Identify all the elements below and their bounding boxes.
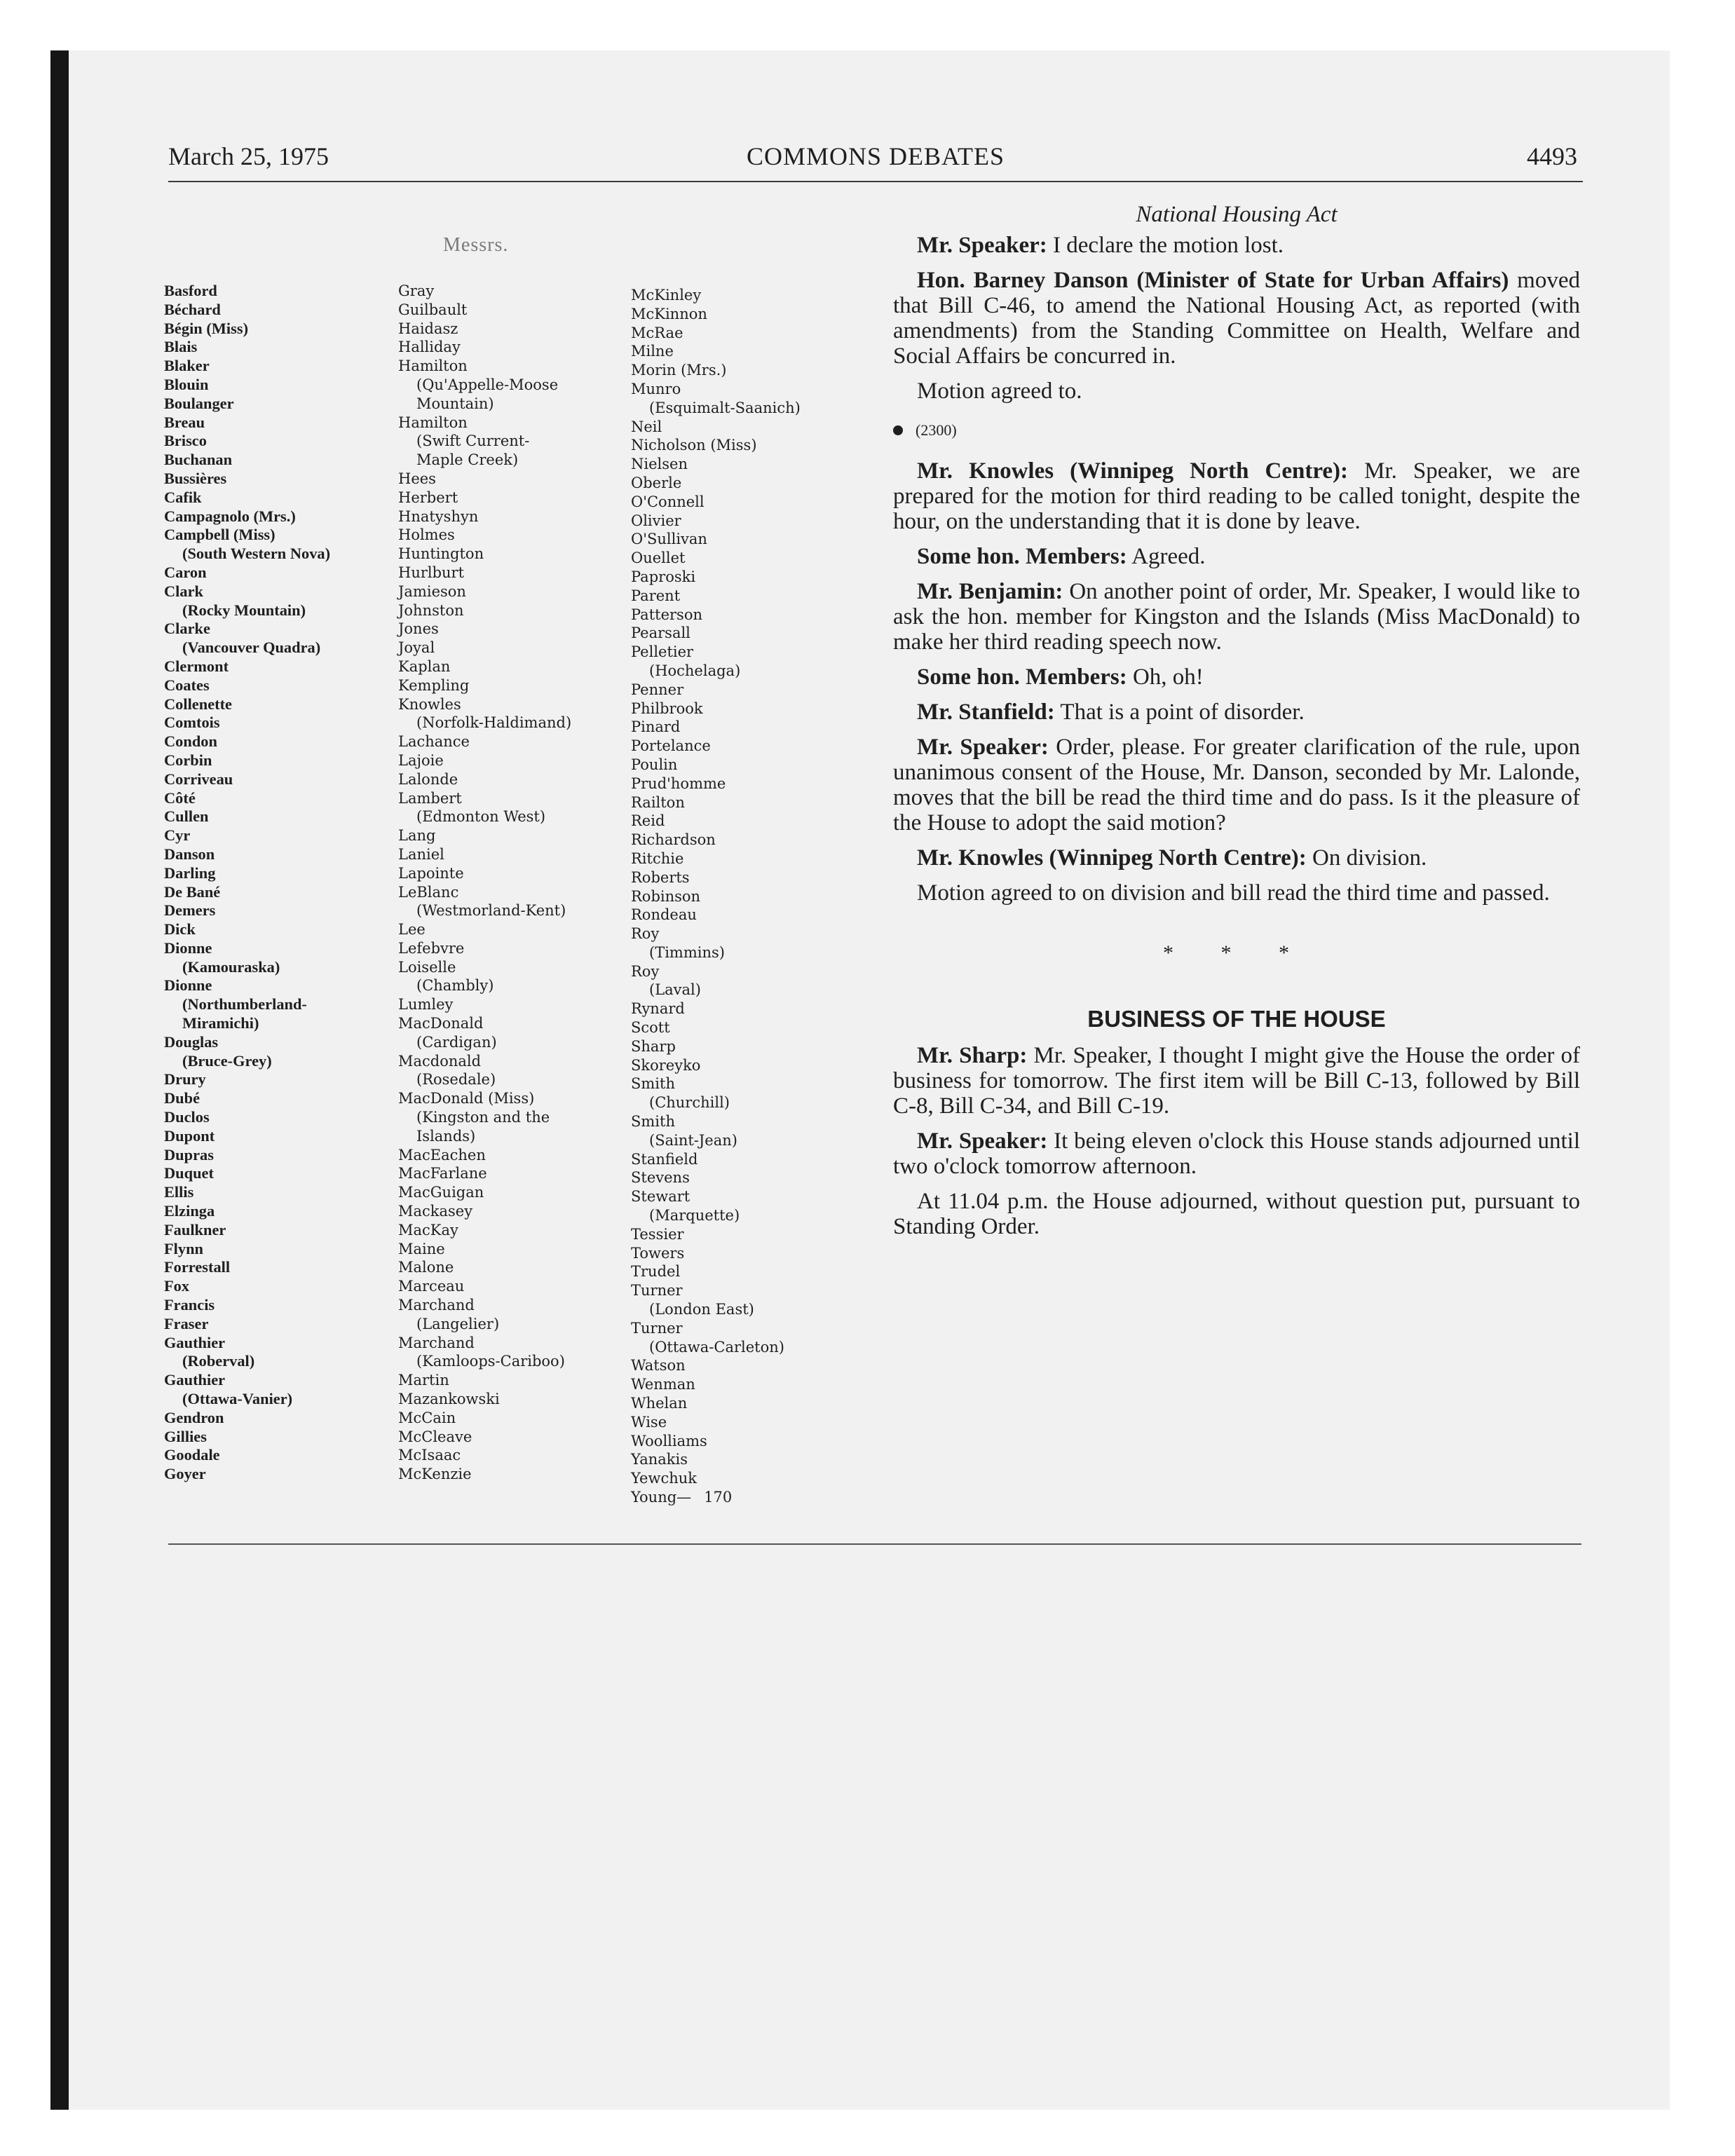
member-name: Richardson xyxy=(631,831,716,849)
section-heading: BUSINESS OF THE HOUSE xyxy=(1087,1006,1386,1032)
speech-text: I declare the motion lost. xyxy=(1047,233,1284,258)
member-name: MacDonald xyxy=(398,1015,484,1032)
time-marker-text: (2300) xyxy=(916,421,957,439)
member-name: Lajoie xyxy=(398,751,444,769)
member-name: (Kingston and the xyxy=(416,1109,550,1126)
member-name: Lapointe xyxy=(398,864,464,882)
member-name: Sharp xyxy=(631,1037,676,1055)
member-name: Dick xyxy=(164,920,196,939)
member-name: Loiselle xyxy=(398,958,456,976)
member-name: Clark xyxy=(164,582,203,600)
header-date: March 25, 1975 xyxy=(168,142,329,170)
vote-list-column-2 xyxy=(398,282,630,1484)
member-name: Yewchuk xyxy=(631,1470,697,1487)
member-name: Milne xyxy=(631,343,674,360)
proceedings-column xyxy=(893,202,1580,1249)
member-name: Goodale xyxy=(164,1446,220,1464)
member-name: Roberts xyxy=(631,868,690,886)
member-name: Poulin xyxy=(631,756,678,773)
member-name: Islands) xyxy=(416,1127,476,1145)
speech-text: Motion agreed to on division and bill read the third time and passed. xyxy=(917,880,1550,906)
member-name: Macdonald xyxy=(398,1052,482,1070)
speaker-name: Some hon. Members: xyxy=(917,544,1127,569)
member-name: Bussières xyxy=(164,469,227,487)
member-name: LeBlanc xyxy=(398,883,459,901)
member-name: (Norfolk-Haldimand) xyxy=(416,714,572,732)
speaker-name: Mr. Speaker: xyxy=(917,735,1049,760)
member-name: Forrestall xyxy=(164,1258,231,1276)
speech-text: On another point of order, Mr. Speaker, I would like to ask the hon. member for Kingston and the Islands (Miss MacDonald) to make her third reading speech now. xyxy=(893,579,1581,655)
member-name: Watson xyxy=(631,1357,686,1374)
member-name: Martin xyxy=(398,1372,449,1389)
member-name: Huntington xyxy=(398,545,484,563)
member-name: Flynn xyxy=(164,1239,203,1257)
section-separator: * * * xyxy=(1163,941,1310,964)
member-name: MacDonald (Miss) xyxy=(398,1090,535,1107)
member-name: Hamilton xyxy=(398,414,468,431)
member-name: (Langelier) xyxy=(416,1315,500,1332)
member-name: Herbert xyxy=(398,489,458,506)
member-name: Johnston xyxy=(398,601,464,619)
speech-text: At 11.04 p.m. the House adjourned, without question put, pursuant to Standing Order. xyxy=(893,1189,1580,1239)
member-name: McKinley xyxy=(631,287,702,303)
debate-paragraph xyxy=(893,1189,1580,1239)
debate-paragraph xyxy=(893,880,1580,906)
member-name: Gauthier xyxy=(164,1333,226,1351)
member-name: Morin (Mrs.) xyxy=(631,362,727,379)
member-name: Coates xyxy=(164,676,210,694)
running-head: National Housing Act xyxy=(1136,202,1338,227)
header-title: COMMONS DEBATES xyxy=(746,142,1005,170)
member-name: Gillies xyxy=(164,1427,207,1445)
member-name: Dionne xyxy=(164,939,212,957)
member-name: Olivier xyxy=(631,512,681,529)
member-name: Neil xyxy=(631,418,662,435)
member-name: Cafik xyxy=(164,488,202,506)
member-name: (Rocky Mountain) xyxy=(182,601,306,619)
member-name: (Saint-Jean) xyxy=(649,1131,737,1149)
member-name: Campbell (Miss) xyxy=(164,526,275,544)
member-name: Gray xyxy=(398,282,435,299)
member-name: Kaplan xyxy=(398,657,451,675)
speaker-name: Mr. Speaker: xyxy=(917,1128,1048,1154)
member-name: Guilbault xyxy=(398,301,468,318)
member-name: Lalonde xyxy=(398,770,458,788)
member-name: Turner xyxy=(631,1282,683,1299)
member-name: Roy xyxy=(631,925,660,943)
member-name: Lumley xyxy=(398,996,454,1014)
member-name: MacKay xyxy=(398,1221,458,1239)
member-name: Breau xyxy=(164,413,205,431)
member-name: MacFarlane xyxy=(398,1165,487,1182)
proceedings-body xyxy=(893,233,1580,1239)
member-name: (Roberval) xyxy=(182,1352,255,1370)
member-name: McRae xyxy=(631,324,683,341)
vote-list-column-1 xyxy=(164,282,395,1484)
member-name: Darling xyxy=(164,864,216,882)
page-header xyxy=(168,142,1583,182)
member-name: (Northumberland- xyxy=(182,995,307,1014)
debate-paragraph xyxy=(893,700,1580,725)
member-name: McCleave xyxy=(398,1428,472,1445)
member-name: Lachance xyxy=(398,733,470,751)
member-name: Maple Creek) xyxy=(416,451,519,469)
member-name: McKenzie xyxy=(398,1466,472,1483)
member-name: Collenette xyxy=(164,695,232,713)
member-name: Côté xyxy=(164,789,196,807)
member-name: Lefebvre xyxy=(398,939,465,957)
member-name: (South Western Nova) xyxy=(182,545,331,563)
member-name: Parent xyxy=(631,587,681,604)
member-name: Gauthier xyxy=(164,1371,226,1389)
speech-text: Mr. Speaker, we are prepared for the motion for third reading to be called tonight, despite the hour, on the understanding that it is done by leave. xyxy=(893,458,1581,534)
member-name: (Edmonton West) xyxy=(416,808,546,826)
member-name: Rondeau xyxy=(631,906,697,924)
member-name: Munro xyxy=(631,380,681,397)
member-name: Laniel xyxy=(398,845,444,863)
member-name: (Westmorland-Kent) xyxy=(416,902,566,920)
speech-text: That is a point of disorder. xyxy=(1054,700,1305,725)
debate-paragraph xyxy=(893,579,1580,655)
member-name: (Swift Current- xyxy=(416,432,530,450)
member-name: Joyal xyxy=(398,639,435,657)
speech-text: Motion agreed to. xyxy=(917,378,1082,404)
debate-paragraph xyxy=(893,378,1580,404)
member-name: Duquet xyxy=(164,1164,214,1182)
member-name: Demers xyxy=(164,901,216,920)
member-name: Lambert xyxy=(398,789,462,807)
member-name: Patterson xyxy=(631,606,702,623)
debate-paragraph xyxy=(893,1043,1580,1119)
member-name: (Hochelaga) xyxy=(649,662,741,679)
debate-paragraph xyxy=(893,1128,1580,1179)
member-name: Dionne xyxy=(164,976,212,995)
member-name: Holmes xyxy=(398,526,455,544)
member-name: Brisco xyxy=(164,432,207,450)
member-name: Yanakis xyxy=(631,1451,688,1468)
member-name: Duclos xyxy=(164,1108,210,1126)
member-name: Fox xyxy=(164,1277,190,1295)
member-name: Caron xyxy=(164,563,207,581)
member-name: Marchand xyxy=(398,1297,475,1314)
member-name: Basford xyxy=(164,282,217,299)
member-name: Haidasz xyxy=(398,320,458,337)
member-name: Ritchie xyxy=(631,850,684,867)
member-name: (Ottawa-Carleton) xyxy=(649,1338,784,1356)
speech-text: On division. xyxy=(1306,845,1427,871)
member-name: Clermont xyxy=(164,657,229,675)
member-name: Hnatyshyn xyxy=(398,507,479,525)
member-name: Blaker xyxy=(164,357,210,375)
speaker-name: Mr. Knowles (Winnipeg North Centre): xyxy=(917,845,1307,871)
member-name: Pelletier xyxy=(631,643,694,661)
member-name: Paproski xyxy=(631,568,696,585)
member-name: Rynard xyxy=(631,1000,685,1018)
member-name: Francis xyxy=(164,1296,215,1314)
member-name: McKinnon xyxy=(631,305,707,322)
member-name: Dupont xyxy=(164,1126,215,1145)
debate-paragraph xyxy=(893,458,1580,534)
debate-paragraph xyxy=(893,735,1580,835)
member-name: Oberle xyxy=(631,474,682,491)
member-name: Blouin xyxy=(164,375,209,393)
member-name: Lee xyxy=(398,921,426,939)
member-name: Knowles xyxy=(398,695,461,713)
footer-rule xyxy=(168,1543,1581,1545)
vote-list-column-3 xyxy=(631,282,862,1507)
member-name: Maine xyxy=(398,1240,445,1257)
member-name: Railton xyxy=(631,793,685,811)
member-name: Marceau xyxy=(398,1278,465,1295)
member-name: Douglas xyxy=(164,1032,219,1051)
debate-paragraph xyxy=(893,544,1580,569)
member-name: Nielsen xyxy=(631,456,688,473)
member-name: Wenman xyxy=(631,1376,695,1393)
bullet-icon xyxy=(893,425,903,435)
member-name: Mountain) xyxy=(416,395,494,412)
member-name: Mackasey xyxy=(398,1203,473,1220)
member-name: Ellis xyxy=(164,1183,194,1201)
member-name: Tessier xyxy=(631,1225,684,1243)
member-name: (Vancouver Quadra) xyxy=(182,639,321,657)
member-name: Hees xyxy=(398,470,436,487)
member-name: Campagnolo (Mrs.) xyxy=(164,507,296,525)
vote-list-heading: Messrs. xyxy=(443,234,509,256)
speech-text: Oh, oh! xyxy=(1127,664,1204,690)
member-name: Turner xyxy=(631,1319,683,1337)
member-name: Wise xyxy=(631,1413,667,1431)
member-name: Halliday xyxy=(398,339,461,356)
member-name: McIsaac xyxy=(398,1447,461,1464)
member-name: Blais xyxy=(164,338,198,356)
debate-paragraph xyxy=(893,664,1580,690)
member-name: Stevens xyxy=(631,1169,690,1187)
member-name: Portelance xyxy=(631,737,711,755)
member-name: Whelan xyxy=(631,1395,688,1412)
member-name: Dupras xyxy=(164,1145,214,1164)
member-name: MacGuigan xyxy=(398,1184,484,1201)
member-name: (Laval) xyxy=(649,981,701,999)
speech-text: It being eleven o'clock this House stands adjourned until two o'clock tomorrow afternoon. xyxy=(893,1128,1580,1179)
member-name: Comtois xyxy=(164,714,220,732)
speech-text: Order, please. For greater clarification of the rule, upon unanimous consent of the House, Mr. Danson, seconded by Mr. Lalonde, moves that the bill be read the third time and do pass. Is it the pleasure of the House to adopt the said motion? xyxy=(893,735,1580,835)
member-name: (Cardigan) xyxy=(416,1033,497,1051)
member-name: Fraser xyxy=(164,1314,209,1332)
member-name: Pearsall xyxy=(631,625,690,642)
scan-edge-shadow xyxy=(50,50,69,2110)
speech-text: moved that Bill C-46, to amend the National Housing Act, as reported (with amendments) from the Standing Committee on Health, Welfare and Social Affairs be concurred in. xyxy=(893,268,1580,369)
member-name: Malone xyxy=(398,1259,454,1276)
member-name: Gendron xyxy=(164,1408,224,1426)
member-name: Cullen xyxy=(164,807,209,826)
member-name: Bégin (Miss) xyxy=(164,319,249,337)
member-name: Dubé xyxy=(164,1089,200,1107)
member-name: Buchanan xyxy=(164,451,233,469)
member-name: Clarke xyxy=(164,620,210,638)
member-name: Faulkner xyxy=(164,1220,226,1239)
member-name: Hamilton xyxy=(398,357,468,375)
member-name: O'Connell xyxy=(631,493,705,510)
member-name: Kempling xyxy=(398,676,470,694)
debate-paragraph xyxy=(893,845,1580,871)
time-marker xyxy=(893,418,1580,443)
speech-text: Agreed. xyxy=(1127,544,1206,569)
member-name: De Bané xyxy=(164,882,221,901)
speaker-name: Mr. Stanfield: xyxy=(917,700,1055,725)
member-name: Stanfield xyxy=(631,1150,698,1168)
speech-text: Mr. Speaker, I thought I might give the House the order of business for tomorrow. The first item will be Bill C-13, followed by Bill C-8, Bill C-34, and Bill C-19. xyxy=(893,1043,1580,1119)
member-name: Stewart xyxy=(631,1188,690,1206)
speaker-name: Some hon. Members: xyxy=(917,664,1127,690)
member-name: Mazankowski xyxy=(398,1391,500,1408)
member-name: Reid xyxy=(631,812,665,830)
member-name: Miramichi) xyxy=(182,1014,259,1032)
member-name: (Bruce-Grey) xyxy=(182,1051,272,1070)
member-name: Ouellet xyxy=(631,550,686,567)
member-name: Danson xyxy=(164,845,215,863)
member-name: (Chambly) xyxy=(416,977,494,995)
member-name: Jones xyxy=(398,620,439,638)
member-name: Lang xyxy=(398,827,436,845)
member-name: Elzinga xyxy=(164,1202,215,1220)
member-name: Towers xyxy=(631,1244,685,1262)
member-name: Trudel xyxy=(631,1263,681,1281)
member-name: Smith xyxy=(631,1113,675,1131)
header-rule xyxy=(168,181,1583,182)
header-page-number: 4493 xyxy=(1527,142,1577,170)
member-name: Goyer xyxy=(164,1465,206,1483)
member-name: Hurlburt xyxy=(398,564,465,581)
member-name: Pinard xyxy=(631,718,681,736)
member-name: (Kamouraska) xyxy=(182,957,280,976)
member-name: (Kamloops-Cariboo) xyxy=(416,1353,565,1370)
member-name: McCain xyxy=(398,1409,456,1426)
member-name: Robinson xyxy=(631,887,701,905)
member-name: O'Sullivan xyxy=(631,531,707,548)
member-name: (Timmins) xyxy=(649,943,725,961)
member-name: Woolliams xyxy=(631,1432,707,1449)
member-name: (Rosedale) xyxy=(416,1071,496,1089)
speaker-name: Mr. Knowles (Winnipeg North Centre): xyxy=(917,458,1349,484)
member-name: (London East) xyxy=(649,1301,754,1318)
member-name: Cyr xyxy=(164,826,191,845)
vote-total: 170 xyxy=(704,1489,733,1506)
member-name: Nicholson (Miss) xyxy=(631,437,757,454)
speaker-name: Mr. Speaker: xyxy=(917,233,1047,258)
member-name: Philbrook xyxy=(631,700,703,717)
member-name: Béchard xyxy=(164,300,221,318)
debate-paragraph xyxy=(893,268,1580,369)
member-name: (Ottawa-Vanier) xyxy=(182,1390,293,1408)
debate-paragraph xyxy=(893,233,1580,258)
speaker-name: Mr. Benjamin: xyxy=(917,579,1063,604)
member-name: (Churchill) xyxy=(649,1094,730,1112)
member-name: Jamieson xyxy=(398,582,466,600)
member-name: Prud'homme xyxy=(631,775,726,792)
member-name: (Esquimalt-Saanich) xyxy=(649,399,801,416)
member-name: Roy xyxy=(631,962,660,980)
scanned-page xyxy=(50,50,1670,2110)
member-name: Penner xyxy=(631,681,684,698)
speaker-name: Mr. Sharp: xyxy=(917,1043,1028,1068)
member-name: Smith xyxy=(631,1075,675,1093)
member-name: Young— 170 xyxy=(631,1489,733,1506)
member-name: Marchand xyxy=(398,1334,475,1351)
member-name: Corbin xyxy=(164,751,212,769)
member-name: MacEachen xyxy=(398,1146,486,1164)
member-name: (Marquette) xyxy=(649,1207,740,1224)
speaker-name: Hon. Barney Danson (Minister of State for Urban Affairs) xyxy=(917,268,1509,293)
member-name: Skoreyko xyxy=(631,1056,701,1074)
member-name: (Qu'Appelle-Moose xyxy=(416,376,559,393)
member-name: Boulanger xyxy=(164,394,234,412)
member-name: Condon xyxy=(164,732,217,751)
member-name: Corriveau xyxy=(164,770,233,788)
member-name: Scott xyxy=(631,1019,670,1037)
member-name: Drury xyxy=(164,1070,206,1089)
